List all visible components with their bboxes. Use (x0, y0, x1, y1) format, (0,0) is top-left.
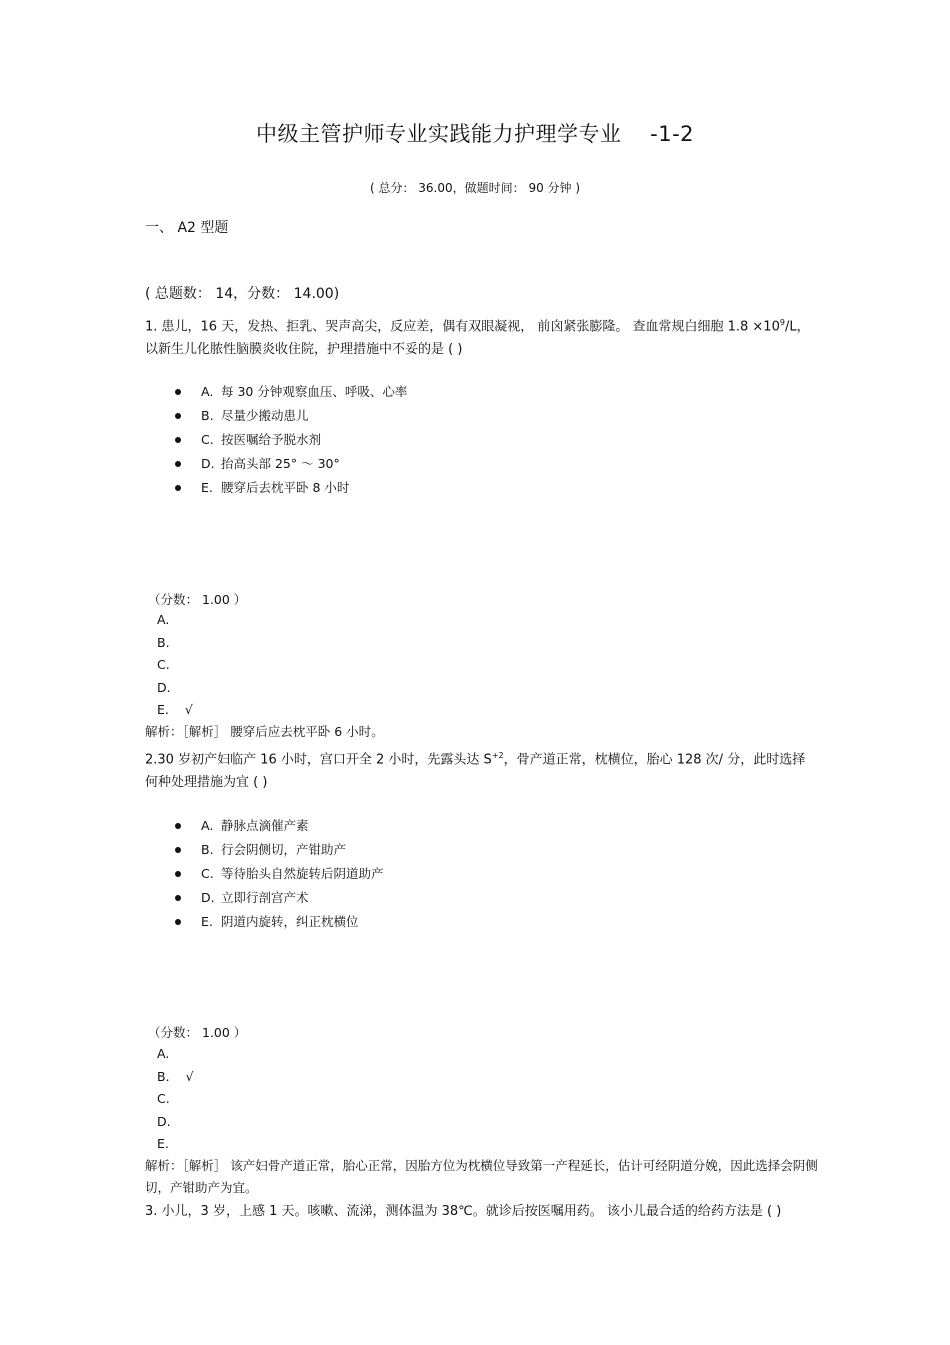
option-e[interactable]: E. 阴道内旋转，纠正枕横位 (175, 910, 384, 934)
option-d[interactable]: D. 抬高头部 25° ～ 30° (175, 452, 407, 476)
question-2-explanation: 解析：［解析］ 该产妇骨产道正常，胎心正常，因胎方位为枕横位导致第一产程延长，估计可经阴道分娩，因此选择会阴侧切，产钳助产为宜。 (145, 1158, 818, 1195)
section-heading: 一、 A2 型题 (145, 220, 229, 236)
answer-c: C. (157, 1091, 170, 1106)
question-1-options (175, 380, 407, 500)
bullet-icon (175, 389, 181, 395)
answer-b: B. √ (157, 1068, 194, 1084)
question-2-answers (157, 1043, 194, 1156)
option-e[interactable]: E. 腰穿后去枕平卧 8 小时 (175, 476, 407, 500)
option-a[interactable]: A. 每 30 分钟观察血压、呼吸、心率 (175, 380, 407, 404)
page-title: 中级主管护师专业实践能力护理学专业 -1-2 (255, 122, 695, 146)
bullet-icon (175, 895, 181, 901)
option-a[interactable]: A. 静脉点滴催产素 (175, 814, 384, 838)
question-1-answers (157, 609, 193, 722)
check-mark: √ (185, 1068, 194, 1084)
option-d[interactable]: D. 立即行剖宫产术 (175, 886, 384, 910)
bullet-icon (175, 871, 181, 877)
option-c[interactable]: C. 等待胎头自然旋转后阴道助产 (175, 862, 384, 886)
check-mark: √ (184, 702, 193, 717)
question-2-stem: 2.30 岁初产妇临产 16 小时，宫口开全 2 小时，先露头达 $S^{+2}$，骨产道正常，枕横位，胎心 128 次/ 分，此时选择何种处理措施为宜 ( ) (145, 751, 806, 791)
question-2-score: （分数： 1.00 ） (148, 1025, 247, 1040)
answer-b: B. (157, 634, 170, 650)
question-1-stem: 1. 患儿，16 天，发热、拒乳、哭声高尖，反应差，偶有双眼凝视， 前囟紧张膨隆。 查血常规白细胞 $1.8 \times 10^9/L$，以新生儿化脓性脑膜炎收住院，护理措施中不妥的是 ( ) (145, 318, 810, 358)
question-1-score: （分数： 1.00 ） (148, 592, 247, 607)
answer-c: C. (157, 657, 170, 672)
bullet-icon (175, 919, 181, 925)
bullet-icon (175, 437, 181, 443)
option-c[interactable]: C. 按医嘱给予脱水剂 (175, 428, 407, 452)
answer-d: D. (157, 679, 171, 695)
group-summary: ( 总题数： 14，分数： 14.00) (145, 286, 340, 302)
bullet-icon (175, 413, 181, 419)
answer-a: A. (157, 1046, 170, 1061)
exam-meta: ( 总分： 36.00，做题时间： 90 分钟 ) (369, 181, 581, 195)
bullet-icon (175, 461, 181, 467)
question-2-options (175, 814, 384, 934)
option-b[interactable]: B. 尽量少搬动患儿 (175, 404, 407, 428)
bullet-icon (175, 823, 181, 829)
question-3-stem: 3. 小儿，3 岁，上感 1 天。咳嗽、流涕，测体温为 38℃。就诊后按医嘱用药。 该小儿最合适的给药方法是 ( ) (145, 1204, 782, 1219)
answer-e: E. (157, 1136, 169, 1151)
option-b[interactable]: B. 行会阴侧切，产钳助产 (175, 838, 384, 862)
answer-e: E. √ (157, 702, 193, 717)
question-1-explanation: 解析：［解析］ 腰穿后应去枕平卧 6 小时。 (145, 724, 384, 739)
answer-a: A. (157, 612, 170, 627)
bullet-icon (175, 847, 181, 853)
answer-d: D. (157, 1113, 171, 1129)
bullet-icon (175, 485, 181, 491)
